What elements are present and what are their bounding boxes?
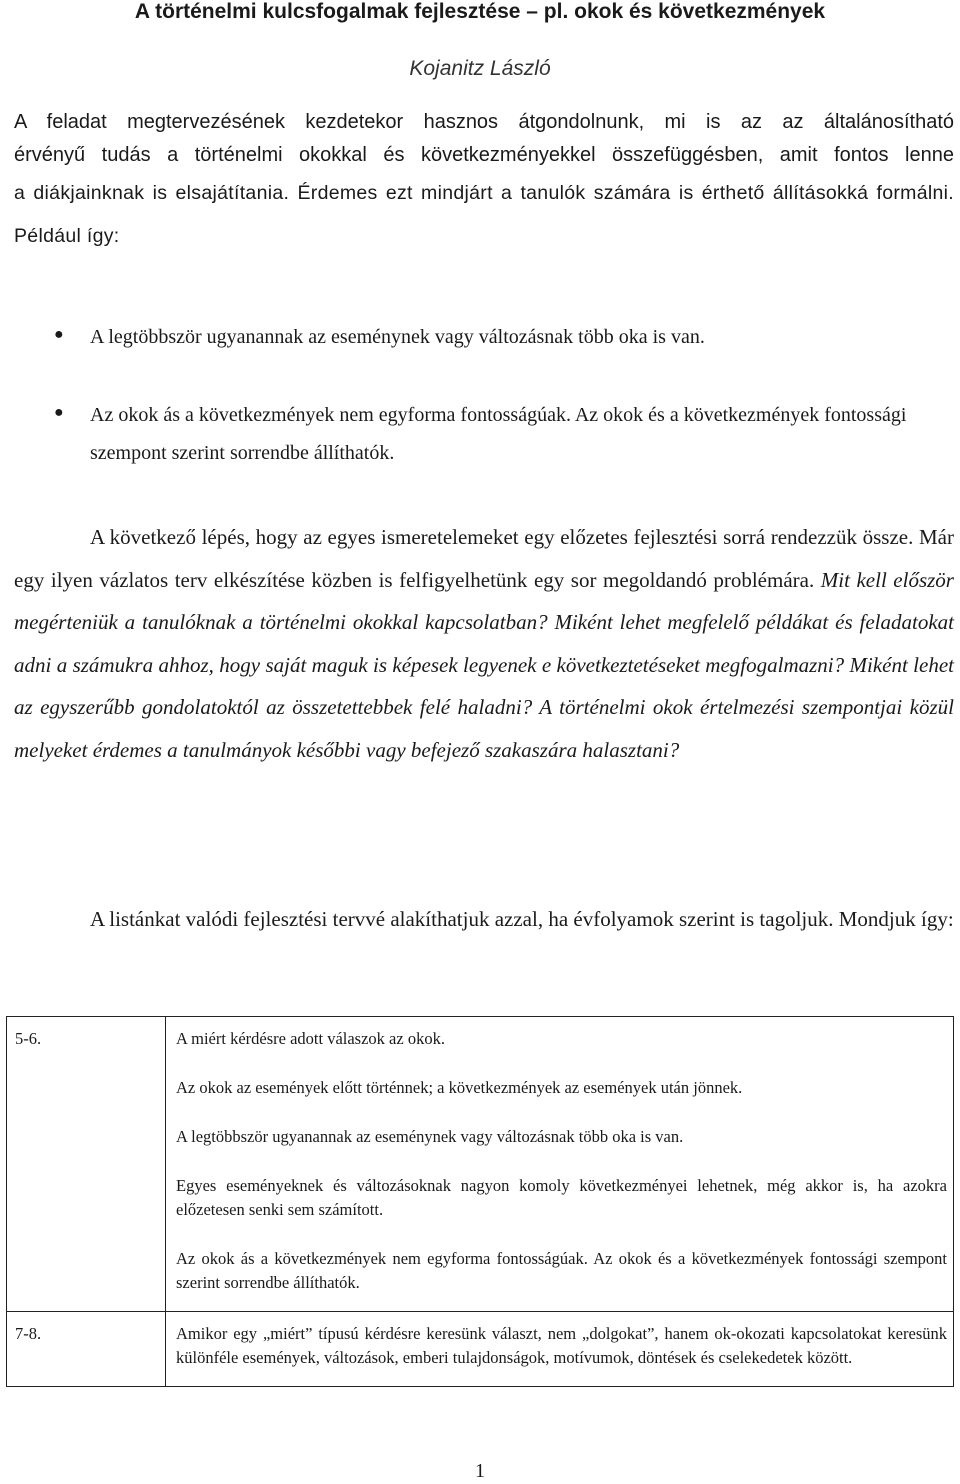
bullet-text: Az okok ás a következmények nem egyforma fontosságúak. Az okok és a következmények fontossági szempont szerint sorrendbe állíthatók. [90,404,907,464]
list-item: A legtöbbször ugyanannak az eseménynek vagy változásnak több oka is van. [176,1127,684,1146]
list-item: Amikor egy „miért” típusú kérdésre keresünk választ, nem „dolgokat”, hanem ok-okozati kapcsolatokat keresünk különféle események, változások, emberi tulajdonságok, motívumok, döntések és cselekedetek között. [176,1324,947,1367]
list-item: Az okok az események előtt történnek; a következmények az események után jönnek. [176,1078,743,1097]
list-item: Az okok ás a következmények nem egyforma fontosságúak. Az okok és a következmények fontossági szempont szerint sorrendbe állíthatók. [176,1249,947,1292]
bullet-text: A legtöbbször ugyanannak az eseménynek vagy változásnak több oka is van. [90,326,705,348]
content-cell [166,1017,954,1312]
next-step-questions: Mit kell először megérteniük a tanulóknak a történelmi okokkal kapcsolatban? Miként lehet megfelelő példákat és feladatokat adni a számukra ahhoz, hogy saját maguk is képesek legyenek e következtetéseket megfogalmazni? Miként lehet az egyszerűbb gondolatoktól az összetettebbek felé haladni? A történelmi okok értelmezési szempontjai közül melyeket érdemes a tanulmányok későbbi vagy befejező szakaszára halasztani? [14,567,954,762]
bullet-icon: ● [54,404,64,421]
author-name: Kojanitz László [409,57,551,80]
document-title: A történelmi kulcsfogalmak fejlesztése – pl. okok és következmények [134,0,826,23]
bullet-icon: ● [54,326,64,343]
intro-paragraph [14,106,954,258]
page-number: 1 [475,1460,485,1482]
grade-cell: 5-6. [7,1017,166,1312]
intro-line-2: érvényű tudás a történelmi okokkal és következményekkel összefüggésben, amit fontos lenne [14,144,954,166]
list-item: A miért kérdésre adott válaszok az okok. [176,1029,445,1048]
table-row [7,1312,954,1387]
paragraph-grade-plan: A listánkat valódi fejlesztési tervvé alakíthatjuk azzal, ha évfolyamok szerint is tagoljuk. Mondjuk így: [90,907,954,931]
grade-cell: 7-8. [7,1312,166,1387]
intro-line-1: A feladat megtervezésének kezdetekor hasznos átgondolnunk, mi is az az általánosítható [14,111,954,133]
table-row [7,1017,954,1312]
content-cell [166,1312,954,1387]
list-item: Egyes eseményeknek és változásoknak nagyon komoly következményei lehetnek, még akkor is, ha azokra előzetesen senki sem számított. [176,1176,947,1219]
paragraph-next-step [14,516,954,771]
intro-rest: a diákjainknak is elsajátítania. Érdemes ezt mindjárt a tanulók számára is érthető állításokká formálni. Például így: [14,182,954,247]
next-step-plain: A következő lépés, hogy az egyes ismeretelemeket egy előzetes fejlesztési sorrá rendezzük össze. Már egy ilyen vázlatos terv elkészítése közben is felfigyelhetünk egy sor megoldandó problémára. [14,525,954,592]
grade-plan-table [6,1016,954,1387]
